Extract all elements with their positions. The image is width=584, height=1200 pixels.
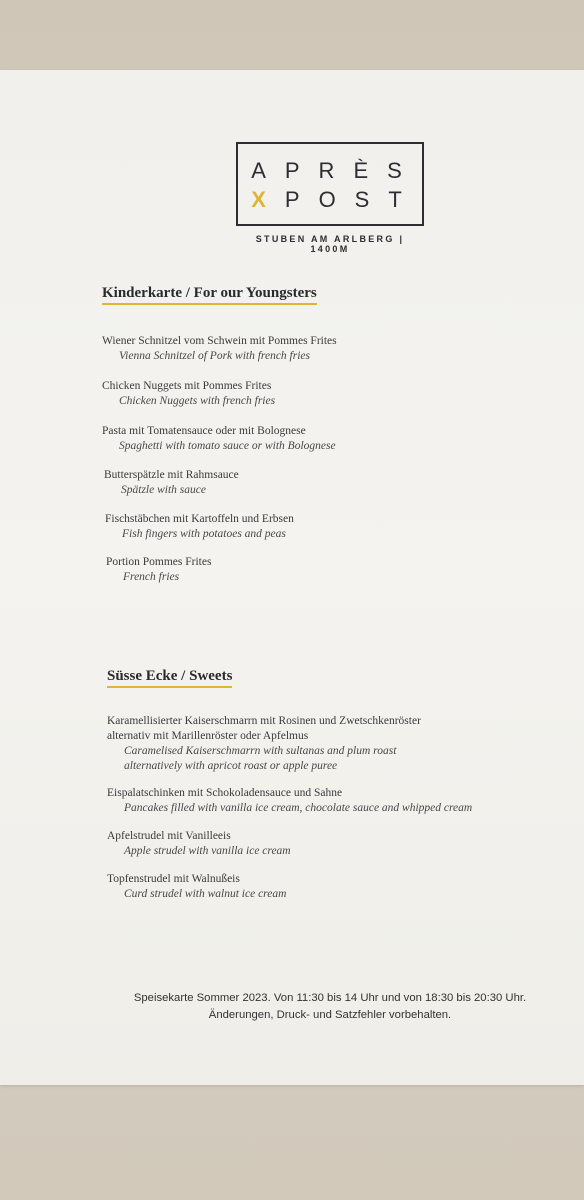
section-title-sweets: Süsse Ecke / Sweets [107, 668, 232, 688]
item-name-en: Curd strudel with walnut ice cream [124, 888, 287, 900]
item-name-de: Fischstäbchen mit Kartoffeln und Erbsen [105, 513, 294, 525]
menu-sheet [0, 70, 584, 1085]
menu-item [102, 379, 275, 409]
menu-item [107, 786, 472, 816]
item-name-en: Apple strudel with vanilla ice cream [124, 845, 291, 857]
item-name-de: Portion Pommes Frites [106, 556, 212, 568]
item-name-de-cont: alternativ mit Marillenröster oder Apfelmus [107, 730, 309, 742]
item-name-en: Spaghetti with tomato sauce or with Bolognese [119, 440, 336, 452]
item-name-en: French fries [123, 571, 180, 583]
logo-post-text: POST [284, 187, 421, 212]
item-name-de: Topfenstrudel mit Walnußeis [107, 873, 240, 885]
menu-item [102, 424, 336, 454]
logo-x-mark: X [251, 187, 285, 212]
section-title-kids: Kinderkarte / For our Youngsters [102, 285, 317, 305]
menu-item [105, 512, 294, 542]
item-name-de: Eispalatschinken mit Schokoladensauce und Sahne [107, 787, 343, 799]
item-name-de: Butterspätzle mit Rahmsauce [104, 469, 239, 481]
item-name-de: Apfelstrudel mit Vanilleeis [107, 830, 231, 842]
logo-tagline: STUBEN AM ARLBERG | 1400M [255, 234, 405, 254]
menu-item [104, 468, 239, 498]
item-name-en: Pancakes filled with vanilla ice cream, chocolate sauce and whipped cream [124, 802, 473, 814]
footer-disclaimer: Änderungen, Druck- und Satzfehler vorbehalten. [208, 1009, 452, 1021]
logo-line-post [238, 187, 422, 213]
menu-item [107, 714, 421, 774]
item-name-de: Pasta mit Tomatensauce oder mit Bolognese [102, 425, 306, 437]
item-name-en: Spätzle with sauce [121, 484, 206, 496]
menu-item [106, 555, 211, 585]
menu-item [102, 334, 337, 364]
footer-hours: Speisekarte Sommer 2023. Von 11:30 bis 14 Uhr und von 18:30 bis 20:30 Uhr. [133, 992, 527, 1004]
logo-line-apres: APRÈS [251, 158, 421, 183]
item-name-de: Wiener Schnitzel vom Schwein mit Pommes Frites [102, 335, 337, 347]
item-name-en: Caramelised Kaiserschmarrn with sultanas and plum roast [124, 745, 397, 757]
item-name-de: Chicken Nuggets mit Pommes Frites [102, 380, 272, 392]
item-name-en: Fish fingers with potatoes and peas [122, 528, 286, 540]
item-name-en: Vienna Schnitzel of Pork with french fries [119, 350, 310, 362]
menu-item [107, 872, 286, 902]
logo [236, 142, 424, 226]
menu-item [107, 829, 291, 859]
item-name-en: Chicken Nuggets with french fries [119, 395, 276, 407]
item-name-de: Karamellisierter Kaiserschmarrn mit Rosinen und Zwetschkenröster [107, 715, 421, 727]
footer-note [100, 990, 560, 1024]
item-name-en-cont: alternatively with apricot roast or apple puree [124, 760, 338, 772]
